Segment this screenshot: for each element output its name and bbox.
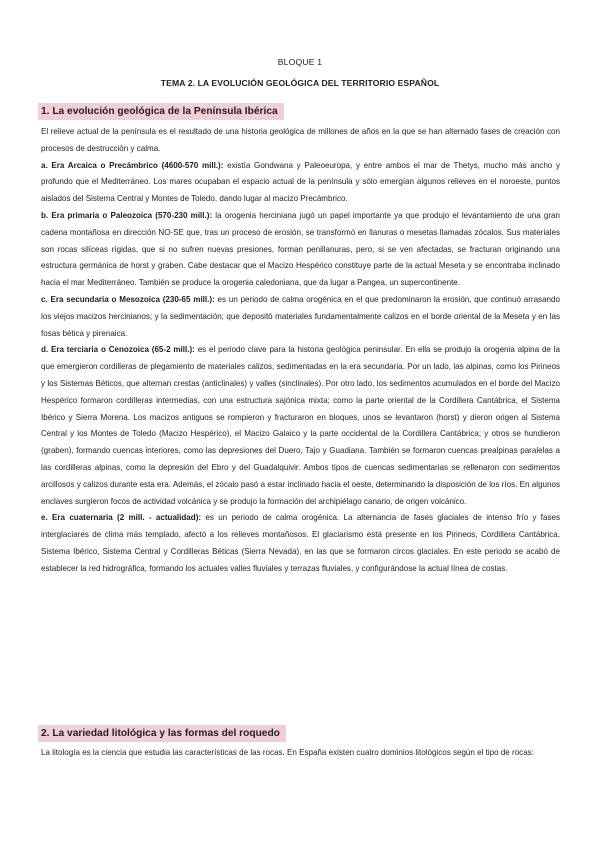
- era-paragraph-c: [41, 292, 560, 342]
- era-text-e: es un periodo de calma orogénica. La alternancia de fases glaciales de intenso frío y fases interglaciares de clima más templado, afectó a los relieves montañosos. El glaciarismo está presente en los Pirineos, Cordillera Cantábrica, Sistema Ibérico, Sistema Central y Cordilleras Béticas (Sierra Nevada), en las que se formaron circos glaciales. En este periodo se acabó de establecer la red hidrográfica, formando los actuales valles fluviales y terrazas fluviales, y configurándose la actual línea de costas.: [41, 513, 560, 573]
- era-title-c: c. Era secundaria o Mesozoica (230-65 mill.):: [41, 294, 215, 304]
- era-paragraph-a: [41, 158, 560, 208]
- era-text-d: es el periodo clave para la historia geológica peninsular. En ella se produjo la orogenia alpina de la que emergieron cordilleras de plegamiento de materiales calizos, sedimentadas en la era secundaria. Por un lado, las alpinas, como los Pirineos y los Sistemas Béticos, que alternan crestas (anticlinales) y valles (sinclinales). Por otro lado, los sedimentos acumulados en el borde del Macizo Hespérico formaron cordilleras intermedias, con una estructura sajónica mixta; como la parte oriental de la Cordillera Cantábrica, el Sistema Ibérico y Sierra Morena. Los macizos antiguos se rompieron y fracturaron en bloques, unos se levantaron (horst) y dieron origen al Sistema Central y los Montes de Toledo (Macizo Hespérico), el Macizo Galaico y la parte occidental de la Cordillera Cantábrica; y otros se hundieron (graben), formando cuencas interiores, como las depresiones del Duero, Tajo y Guadiana. También se formaron cuencas prealpinas paralelas a las cordilleras alpinas, como la depresión del Ebro y del Guadalquivir. Ambos tipos de cuencas sedimentarias se rellenaron con sedimentos arcillosos y calizos durante esta era. Además, el zócalo pasó a estar inclinado hacia el oeste, determinando la disposición de los ríos. En algunos enclaves surgieron focos de actividad volcánica y se produjo la formación del archipiélago canario, de origen volcánico.: [41, 345, 560, 506]
- section-heading-2: 2. La variedad litológica y las formas del roquedo: [38, 725, 286, 742]
- section-2-body: [41, 745, 560, 762]
- section-1-body: [41, 124, 560, 578]
- document-title: TEMA 2. LA EVOLUCIÓN GEOLÓGICA DEL TERRITORIO ESPAÑOL: [160, 78, 440, 88]
- era-paragraph-b: [41, 208, 560, 292]
- era-title-e: e. Era cuaternaria (2 mill. - actualidad):: [41, 513, 202, 523]
- era-text-a: existía Gondwana y Paleoeuropa, y entre ambos el mar de Thetys, mucho más ancho y profundo que el Mediterráneo. Los mares ocupaban el espacio actual de la península y sólo emergían algunos relieves en el noroeste, puntos aislados del Sistema Central y Montes de Toledo, dando lugar al macizo Precámbrico.: [41, 160, 560, 204]
- era-title-a: a. Era Arcaica o Precámbrico (4600-570 mill.):: [41, 160, 224, 170]
- era-paragraph-e: [41, 510, 560, 577]
- section-heading-1: 1. La evolución geológica de la Península Ibérica: [38, 103, 284, 120]
- era-title-b: b. Era primaria o Paleozoica (570-230 mill.):: [41, 210, 213, 220]
- era-text-c: es un periodo de calma orogénica en el que predominaron la erosión, que continuó arrasando los viejos macizos hercinianos; y la sedimentación; que depositó materiales fundamentalmente calizos en el borde oriental de la Meseta y en las fosas bética y pirenaica.: [41, 294, 560, 338]
- era-paragraph-d: [41, 342, 560, 510]
- block-label: BLOQUE 1: [277, 57, 323, 67]
- section-2-intro: La litología es la ciencia que estudia las características de las rocas. En España existen cuatro dominios litológicos según el tipo de rocas:: [41, 748, 534, 757]
- era-title-d: d. Era terciaria o Cenozoica (65-2 mill.):: [41, 345, 195, 355]
- era-text-b: la orogenia herciniana jugó un papel importante ya que produjo el levantamiento de una gran cadena montañosa en dirección NO-SE que, tras un proceso de erosión, se transformó en llanuras o mesetas llamadas zócalos. Sus materiales son rocas silíceas rígidas, que si no sufren nuevas presiones, forman penillanuras, pero, si se ven afectadas, se fracturan originando una estructura germánica de horst y graben. Cabe destacar que el Macizo Hespérico constituye parte de la actual Meseta y se encontraba inclinado hacia el mar Mediterráneo. También se produce la orogenia caledoniana, que da lugar a Pangea, un supercontinente.: [41, 210, 560, 288]
- section-1-intro: El relieve actual de la península es el resultado de una historia geológica de millones de años en la que se han alternado fases de creación con procesos de destrucción y calma.: [41, 127, 560, 153]
